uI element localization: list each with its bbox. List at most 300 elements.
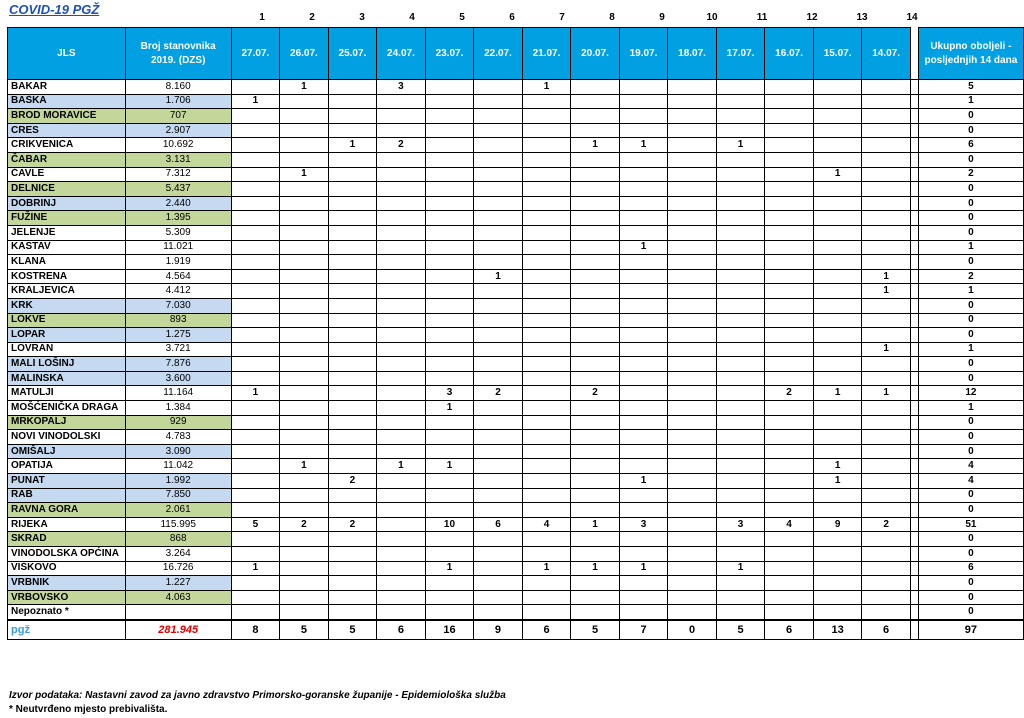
daily-cases-cell (377, 371, 426, 386)
spacer-cell (910, 167, 918, 182)
daily-cases-cell (425, 80, 474, 95)
table-row (8, 284, 1024, 299)
daily-cases-cell (765, 152, 814, 167)
population-cell: 1.227 (125, 576, 231, 591)
daily-cases-cell (522, 123, 571, 138)
daily-cases-cell (522, 328, 571, 343)
daily-cases-cell (765, 547, 814, 562)
daily-cases-cell (765, 269, 814, 284)
daily-cases-cell (425, 357, 474, 372)
daily-cases-cell (522, 503, 571, 518)
spacer-cell (910, 576, 918, 591)
summary-row (8, 620, 1024, 640)
daily-cases-cell (619, 313, 668, 328)
total-cell: 0 (918, 255, 1023, 270)
daily-cases-cell (522, 211, 571, 226)
daily-cases-cell: 1 (231, 94, 280, 109)
spacer-cell (910, 561, 918, 576)
spacer-cell (910, 474, 918, 489)
spacer-cell (910, 211, 918, 226)
daily-cases-cell (571, 459, 620, 474)
column-number: 5 (459, 12, 465, 23)
daily-cases-cell (328, 240, 377, 255)
daily-cases-cell (862, 225, 911, 240)
daily-cases-cell (474, 298, 523, 313)
daily-cases-cell (280, 547, 329, 562)
daily-cases-cell (813, 430, 862, 445)
daily-cases-cell (619, 590, 668, 605)
daily-cases-cell (668, 298, 717, 313)
daily-cases-cell (668, 605, 717, 620)
daily-cases-cell (716, 225, 765, 240)
daily-cases-cell (716, 488, 765, 503)
daily-cases-cell (571, 576, 620, 591)
summary-daily-cell: 0 (668, 620, 717, 640)
daily-cases-cell (765, 342, 814, 357)
daily-cases-cell (377, 415, 426, 430)
daily-cases-cell (571, 357, 620, 372)
daily-cases-cell (474, 240, 523, 255)
daily-cases-cell (328, 269, 377, 284)
municipality-name: LOPAR (8, 328, 126, 343)
table-row (8, 196, 1024, 211)
daily-cases-cell: 1 (862, 269, 911, 284)
daily-cases-cell (668, 328, 717, 343)
daily-cases-cell (522, 255, 571, 270)
daily-cases-cell (862, 182, 911, 197)
population-cell: 11.042 (125, 459, 231, 474)
column-number: 3 (359, 12, 365, 23)
daily-cases-cell: 1 (862, 284, 911, 299)
daily-cases-cell (474, 109, 523, 124)
daily-cases-cell (862, 357, 911, 372)
daily-cases-cell (813, 152, 862, 167)
population-cell: 7.312 (125, 167, 231, 182)
daily-cases-cell (862, 430, 911, 445)
population-cell: 3.090 (125, 444, 231, 459)
daily-cases-cell (571, 123, 620, 138)
header-date: 19.07. (619, 28, 668, 80)
spacer-cell (910, 328, 918, 343)
daily-cases-cell (425, 167, 474, 182)
population-cell: 5.309 (125, 225, 231, 240)
population-cell (125, 605, 231, 620)
spacer-cell (910, 444, 918, 459)
total-cell: 0 (918, 109, 1023, 124)
total-cell: 0 (918, 576, 1023, 591)
daily-cases-cell (619, 94, 668, 109)
table-row (8, 94, 1024, 109)
daily-cases-cell: 2 (280, 517, 329, 532)
daily-cases-cell (522, 415, 571, 430)
daily-cases-cell (668, 590, 717, 605)
daily-cases-cell (862, 459, 911, 474)
daily-cases-cell (328, 459, 377, 474)
daily-cases-cell (862, 444, 911, 459)
total-cell: 0 (918, 313, 1023, 328)
daily-cases-cell (813, 547, 862, 562)
daily-cases-cell (522, 605, 571, 620)
total-cell: 4 (918, 474, 1023, 489)
daily-cases-cell (619, 152, 668, 167)
daily-cases-cell (231, 167, 280, 182)
daily-cases-cell (716, 576, 765, 591)
daily-cases-cell: 2 (328, 517, 377, 532)
daily-cases-cell (862, 313, 911, 328)
summary-daily-cell: 5 (716, 620, 765, 640)
daily-cases-cell (668, 269, 717, 284)
municipality-name: MOŠĆENIČKA DRAGA (8, 401, 126, 416)
population-cell: 4.783 (125, 430, 231, 445)
daily-cases-cell (425, 269, 474, 284)
daily-cases-cell (522, 488, 571, 503)
summary-label: pgž (8, 620, 126, 640)
daily-cases-cell (619, 182, 668, 197)
daily-cases-cell (377, 152, 426, 167)
daily-cases-cell (571, 94, 620, 109)
daily-cases-cell (571, 196, 620, 211)
daily-cases-cell (377, 211, 426, 226)
daily-cases-cell (765, 328, 814, 343)
daily-cases-cell (377, 401, 426, 416)
daily-cases-cell (765, 503, 814, 518)
daily-cases-cell (377, 474, 426, 489)
daily-cases-cell (522, 590, 571, 605)
total-cell: 2 (918, 269, 1023, 284)
daily-cases-cell (377, 605, 426, 620)
daily-cases-cell (328, 225, 377, 240)
daily-cases-cell (716, 313, 765, 328)
daily-cases-cell (474, 576, 523, 591)
daily-cases-cell (474, 80, 523, 95)
daily-cases-cell (571, 298, 620, 313)
daily-cases-cell: 6 (474, 517, 523, 532)
daily-cases-cell (716, 532, 765, 547)
spacer-cell (910, 152, 918, 167)
column-number: 1 (259, 12, 265, 23)
daily-cases-cell (231, 284, 280, 299)
daily-cases-cell (716, 167, 765, 182)
municipality-name: DOBRINJ (8, 196, 126, 211)
table-row (8, 80, 1024, 95)
daily-cases-cell (474, 532, 523, 547)
daily-cases-cell (377, 357, 426, 372)
daily-cases-cell (425, 298, 474, 313)
daily-cases-cell (425, 371, 474, 386)
total-cell: 0 (918, 532, 1023, 547)
daily-cases-cell (474, 371, 523, 386)
daily-cases-cell (619, 444, 668, 459)
table-row (8, 298, 1024, 313)
municipality-name: CRIKVENICA (8, 138, 126, 153)
daily-cases-cell (425, 138, 474, 153)
daily-cases-cell (474, 152, 523, 167)
daily-cases-cell (280, 152, 329, 167)
summary-daily-cell: 5 (571, 620, 620, 640)
daily-cases-cell (425, 255, 474, 270)
daily-cases-cell (716, 94, 765, 109)
daily-cases-cell (813, 444, 862, 459)
daily-cases-cell (619, 386, 668, 401)
daily-cases-cell (765, 605, 814, 620)
header-date: 17.07. (716, 28, 765, 80)
daily-cases-cell (862, 503, 911, 518)
daily-cases-cell (522, 313, 571, 328)
population-cell: 1.395 (125, 211, 231, 226)
daily-cases-cell (813, 313, 862, 328)
population-cell: 3.131 (125, 152, 231, 167)
daily-cases-cell (522, 109, 571, 124)
daily-cases-cell (522, 342, 571, 357)
daily-cases-cell (231, 605, 280, 620)
daily-cases-cell: 1 (619, 561, 668, 576)
daily-cases-cell (571, 255, 620, 270)
daily-cases-cell: 1 (571, 517, 620, 532)
daily-cases-cell (862, 196, 911, 211)
daily-cases-cell (328, 94, 377, 109)
daily-cases-cell (813, 255, 862, 270)
municipality-name: ČABAR (8, 152, 126, 167)
daily-cases-cell (280, 298, 329, 313)
page-title: COVID-19 PGŽ (9, 2, 100, 17)
municipality-name: RAVNA GORA (8, 503, 126, 518)
daily-cases-cell (377, 488, 426, 503)
daily-cases-cell (425, 211, 474, 226)
daily-cases-cell (862, 298, 911, 313)
daily-cases-cell (765, 298, 814, 313)
spacer-cell (910, 225, 918, 240)
daily-cases-cell: 1 (813, 167, 862, 182)
daily-cases-cell: 1 (280, 80, 329, 95)
daily-cases-cell (619, 211, 668, 226)
daily-cases-cell (474, 459, 523, 474)
daily-cases-cell (231, 269, 280, 284)
daily-cases-cell (280, 474, 329, 489)
daily-cases-cell (474, 444, 523, 459)
population-cell: 1.706 (125, 94, 231, 109)
daily-cases-cell (619, 605, 668, 620)
table-row (8, 123, 1024, 138)
daily-cases-cell (571, 240, 620, 255)
daily-cases-cell (377, 576, 426, 591)
daily-cases-cell (522, 474, 571, 489)
spacer-cell (910, 547, 918, 562)
daily-cases-cell (619, 298, 668, 313)
total-cell: 0 (918, 211, 1023, 226)
daily-cases-cell: 3 (716, 517, 765, 532)
daily-cases-cell (571, 342, 620, 357)
daily-cases-cell (619, 547, 668, 562)
daily-cases-cell (813, 211, 862, 226)
daily-cases-cell (425, 328, 474, 343)
daily-cases-cell: 1 (425, 459, 474, 474)
daily-cases-cell (231, 298, 280, 313)
header-date: 21.07. (522, 28, 571, 80)
table-row (8, 225, 1024, 240)
municipality-name: KRK (8, 298, 126, 313)
daily-cases-cell (571, 415, 620, 430)
daily-cases-cell (474, 415, 523, 430)
spacer-cell (910, 517, 918, 532)
daily-cases-cell (571, 401, 620, 416)
daily-cases-cell (668, 94, 717, 109)
daily-cases-cell (280, 269, 329, 284)
summary-daily-cell: 16 (425, 620, 474, 640)
daily-cases-cell (862, 152, 911, 167)
daily-cases-cell (668, 430, 717, 445)
daily-cases-cell (231, 474, 280, 489)
table-row (8, 547, 1024, 562)
header-date: 18.07. (668, 28, 717, 80)
column-number: 9 (659, 12, 665, 23)
daily-cases-cell: 3 (425, 386, 474, 401)
daily-cases-cell: 1 (328, 138, 377, 153)
table-row (8, 503, 1024, 518)
header-total: Ukupno oboljeli - posljednjih 14 dana (918, 28, 1023, 80)
daily-cases-cell: 4 (765, 517, 814, 532)
column-number: 10 (706, 12, 718, 23)
daily-cases-cell (619, 415, 668, 430)
daily-cases-cell (668, 182, 717, 197)
municipality-name: RIJEKA (8, 517, 126, 532)
daily-cases-cell (522, 284, 571, 299)
daily-cases-cell (474, 255, 523, 270)
daily-cases-cell (231, 328, 280, 343)
municipality-name: VRBNIK (8, 576, 126, 591)
daily-cases-cell (668, 255, 717, 270)
daily-cases-cell (280, 605, 329, 620)
daily-cases-cell (231, 430, 280, 445)
daily-cases-cell (765, 430, 814, 445)
daily-cases-cell (668, 240, 717, 255)
daily-cases-cell: 1 (377, 459, 426, 474)
daily-cases-cell (425, 532, 474, 547)
table-row (8, 167, 1024, 182)
daily-cases-cell (231, 182, 280, 197)
daily-cases-cell (813, 357, 862, 372)
daily-cases-cell (231, 342, 280, 357)
daily-cases-cell (668, 561, 717, 576)
daily-cases-cell (280, 94, 329, 109)
daily-cases-cell (765, 225, 814, 240)
daily-cases-cell (813, 401, 862, 416)
daily-cases-cell (668, 576, 717, 591)
daily-cases-cell (522, 167, 571, 182)
daily-cases-cell (280, 430, 329, 445)
daily-cases-cell (862, 255, 911, 270)
population-cell: 4.564 (125, 269, 231, 284)
daily-cases-cell (619, 503, 668, 518)
table-row (8, 532, 1024, 547)
total-cell: 12 (918, 386, 1023, 401)
daily-cases-cell (377, 503, 426, 518)
daily-cases-cell (425, 196, 474, 211)
header-date: 27.07. (231, 28, 280, 80)
daily-cases-cell (231, 459, 280, 474)
spacer-cell (910, 532, 918, 547)
daily-cases-cell (619, 430, 668, 445)
daily-cases-cell (231, 401, 280, 416)
daily-cases-cell (425, 444, 474, 459)
daily-cases-cell (765, 561, 814, 576)
daily-cases-cell (474, 313, 523, 328)
daily-cases-cell (474, 328, 523, 343)
daily-cases-cell (328, 415, 377, 430)
total-cell: 4 (918, 459, 1023, 474)
daily-cases-cell (571, 284, 620, 299)
daily-cases-cell (571, 182, 620, 197)
header-date: 23.07. (425, 28, 474, 80)
column-number: 14 (906, 12, 918, 23)
spacer-cell (910, 123, 918, 138)
daily-cases-cell (716, 371, 765, 386)
daily-cases-cell (377, 109, 426, 124)
daily-cases-cell (328, 152, 377, 167)
daily-cases-cell (377, 269, 426, 284)
population-cell: 3.721 (125, 342, 231, 357)
daily-cases-cell (474, 138, 523, 153)
daily-cases-cell (571, 444, 620, 459)
daily-cases-cell: 2 (377, 138, 426, 153)
daily-cases-cell (328, 255, 377, 270)
daily-cases-cell (474, 225, 523, 240)
daily-cases-cell (474, 474, 523, 489)
daily-cases-cell (377, 430, 426, 445)
daily-cases-cell (716, 444, 765, 459)
daily-cases-cell (765, 488, 814, 503)
daily-cases-cell (231, 123, 280, 138)
daily-cases-cell (862, 547, 911, 562)
daily-cases-cell (328, 444, 377, 459)
daily-cases-cell (231, 371, 280, 386)
daily-cases-cell (425, 109, 474, 124)
daily-cases-cell (280, 109, 329, 124)
daily-cases-cell (813, 298, 862, 313)
daily-cases-cell (862, 328, 911, 343)
daily-cases-cell (716, 80, 765, 95)
daily-cases-cell (425, 152, 474, 167)
daily-cases-cell (765, 94, 814, 109)
daily-cases-cell: 3 (619, 517, 668, 532)
daily-cases-cell (813, 415, 862, 430)
daily-cases-cell (668, 138, 717, 153)
daily-cases-cell (716, 430, 765, 445)
spacer-cell (910, 240, 918, 255)
spacer-cell (910, 313, 918, 328)
daily-cases-cell (716, 459, 765, 474)
daily-cases-cell (280, 576, 329, 591)
daily-cases-cell (425, 284, 474, 299)
municipality-name: RAB (8, 488, 126, 503)
spacer-cell (910, 415, 918, 430)
table-row (8, 474, 1024, 489)
daily-cases-cell (619, 123, 668, 138)
total-cell: 0 (918, 605, 1023, 620)
summary-total: 97 (918, 620, 1023, 640)
daily-cases-cell (716, 415, 765, 430)
population-cell: 893 (125, 313, 231, 328)
population-cell: 115.995 (125, 517, 231, 532)
total-cell: 1 (918, 240, 1023, 255)
daily-cases-cell (522, 94, 571, 109)
municipality-name: KASTAV (8, 240, 126, 255)
spacer-cell (910, 357, 918, 372)
daily-cases-cell (474, 196, 523, 211)
summary-daily-cell: 6 (377, 620, 426, 640)
daily-cases-cell (813, 576, 862, 591)
daily-cases-cell (231, 547, 280, 562)
daily-cases-cell (862, 240, 911, 255)
